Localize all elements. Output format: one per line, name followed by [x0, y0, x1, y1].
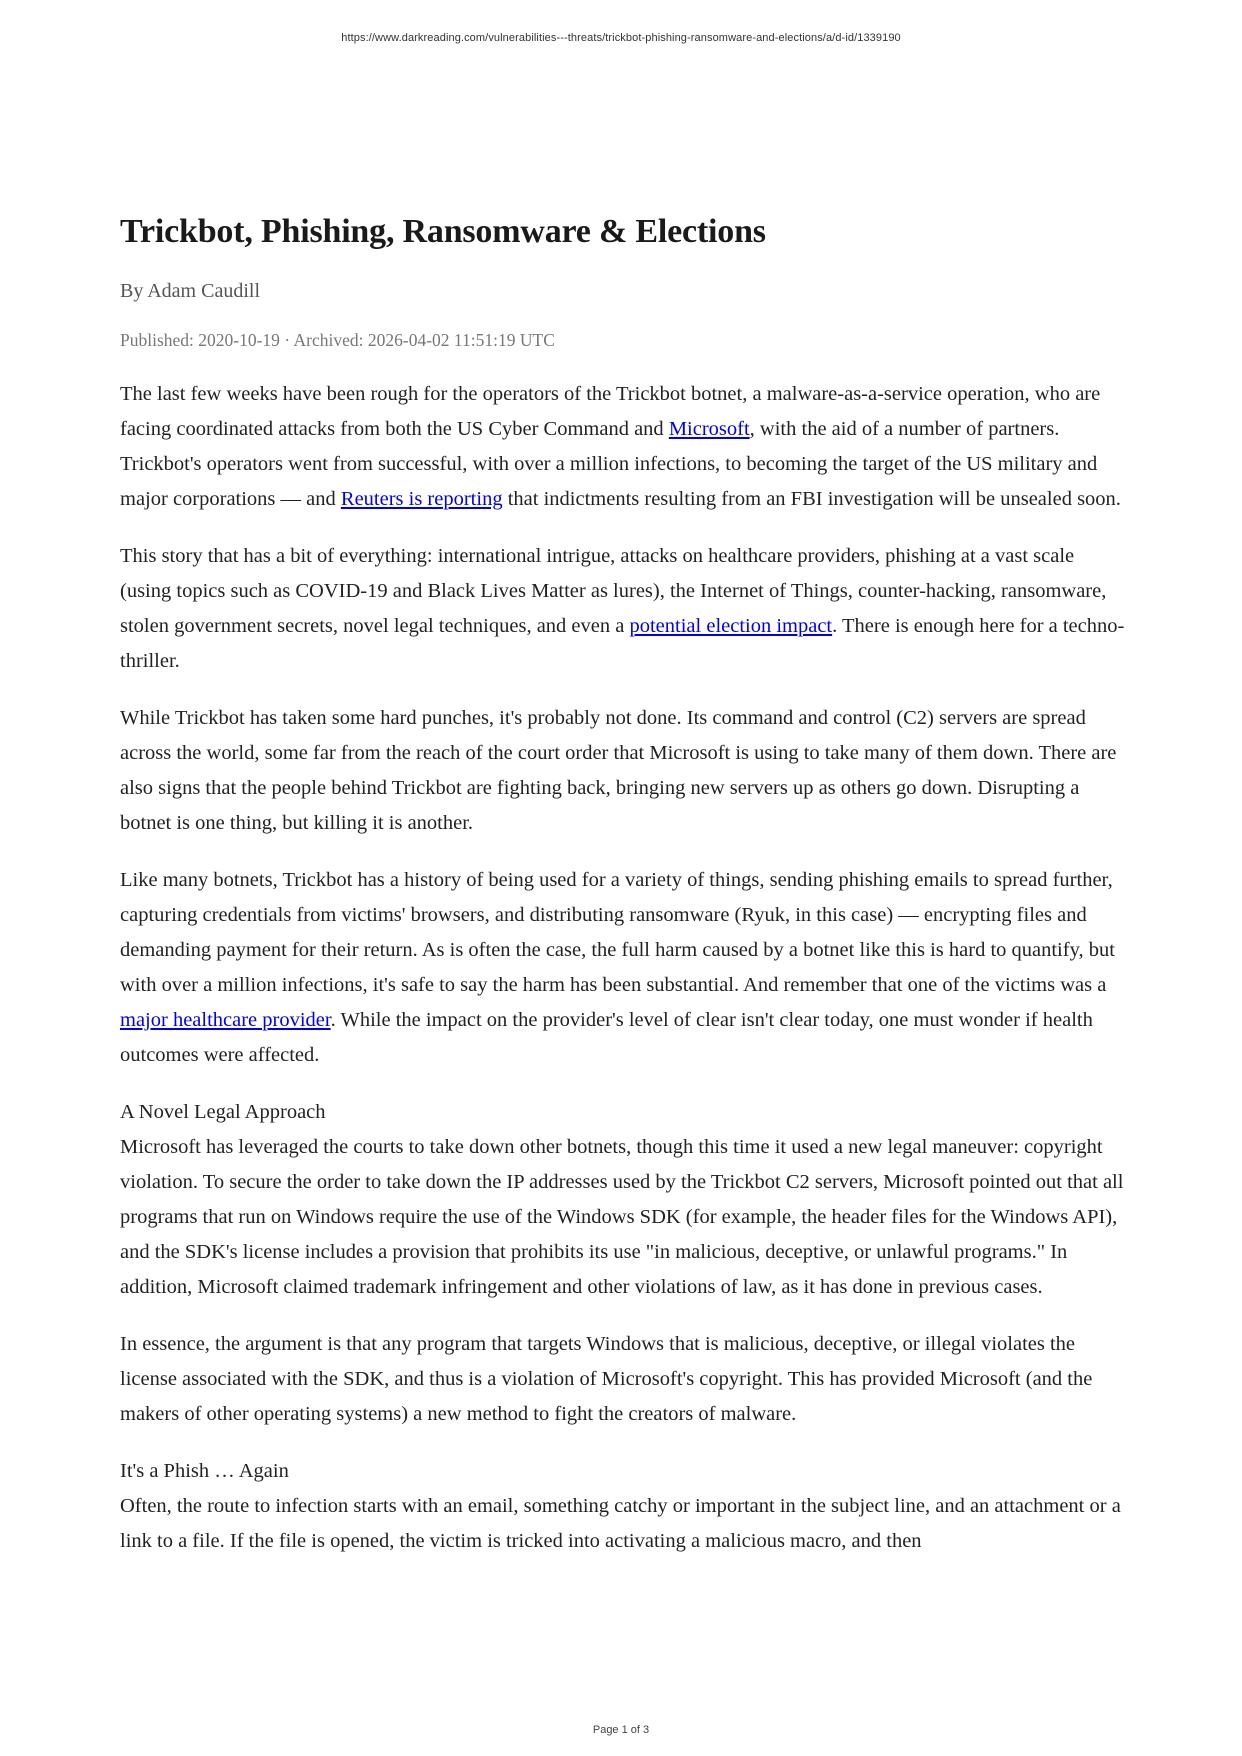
paragraph-text: . There is enough here for a techno-thriller.: [120, 615, 1125, 672]
article-paragraph: [120, 539, 1130, 679]
section-heading: It's a Phish … Again: [120, 1460, 289, 1482]
paragraph-text: . While the impact on the provider's level of clear isn't clear today, one must wonder if health outcomes were affected.: [120, 1009, 1093, 1066]
article-paragraph: [120, 377, 1130, 517]
paragraph-text: , with the aid of a number of partners. Trickbot's operators went from successful, with over a million infections, to becoming the target of the US military and major corporations — and: [120, 418, 1098, 510]
article-paragraph: In essence, the argument is that any program that targets Windows that is malicious, deceptive, or illegal violates the license associated with the SDK, and thus is a violation of Microsoft's copyright. This has provided Microsoft (and the makers of other operating systems) a new method to fight the creators of malware.: [120, 1333, 1093, 1425]
paragraph-text: Like many botnets, Trickbot has a history of being used for a variety of things, sending phishing emails to spread further, capturing credentials from victims' browsers, and distributing ransomware (Ryuk, in this case) — encrypting files and demanding payment for their return. As is often the case, the full harm caused by a botnet like this is hard to quantify, but with over a million infections, it's safe to say the harm has been substantial. And remember that one of the victims was a: [120, 869, 1115, 996]
election-impact-link[interactable]: potential election impact: [629, 615, 833, 637]
section-heading: A Novel Legal Approach: [120, 1101, 326, 1123]
page-number: Page 1 of 3: [592, 1724, 650, 1736]
article: [120, 210, 1130, 1581]
article-paragraph: While Trickbot has taken some hard punches, it's probably not done. Its command and control (C2) servers are spread across the world, some far from the reach of the court order that Microsoft is using to take many of them down. There are also signs that the people behind Trickbot are fighting back, bringing new servers up as others go down. Disrupting a botnet is one thing, but killing it is another.: [120, 707, 1117, 834]
article-paragraph: Microsoft has leveraged the courts to take down other botnets, though this time it used a new legal maneuver: copyright violation. To secure the order to take down the IP addresses used by the Trickbot C2 servers, Microsoft pointed out that all programs that run on Windows require the use of the Windows SDK (for example, the header files for the Windows API), and the SDK's license includes a provision that prohibits its use "in malicious, deceptive, or unlawful programs." In addition, Microsoft claimed trademark infringement and other violations of law, as it has done in previous cases.: [120, 1136, 1124, 1298]
article-byline: By Adam Caudill: [120, 280, 260, 302]
page-url-header: https://www.darkreading.com/vulnerabilities---threats/trickbot-phishing-ransomware-and-elections/a/d-id/1339190: [341, 32, 901, 44]
microsoft-link[interactable]: Microsoft: [668, 418, 750, 440]
article-meta: Published: 2020-10-19 · Archived: 2026-04-02 11:51:19 UTC: [120, 330, 555, 350]
article-paragraph: [120, 863, 1130, 1073]
reuters-reporting-link[interactable]: Reuters is reporting: [340, 488, 503, 510]
healthcare-provider-link[interactable]: major healthcare provider: [120, 1009, 331, 1031]
article-paragraph: Often, the route to infection starts with an email, something catchy or important in the subject line, and an attachment or a link to a file. If the file is opened, the victim is tricked into activating a malicious macro, and then: [120, 1495, 1121, 1552]
paragraph-text: that indictments resulting from an FBI investigation will be unsealed soon.: [502, 488, 1121, 510]
article-title: Trickbot, Phishing, Ransomware & Elections: [120, 213, 766, 250]
paragraph-text: The last few weeks have been rough for the operators of the Trickbot botnet, a malware-as-a-service operation, who are facing coordinated attacks from both the US Cyber Command and: [120, 383, 1101, 440]
paragraph-text: This story that has a bit of everything: international intrigue, attacks on healthcare providers, phishing at a vast scale (using topics such as COVID-19 and Black Lives Matter as lures), the Internet of Things, counter-hacking, ransomware, stolen government secrets, novel legal techniques, and even a: [120, 545, 1107, 637]
